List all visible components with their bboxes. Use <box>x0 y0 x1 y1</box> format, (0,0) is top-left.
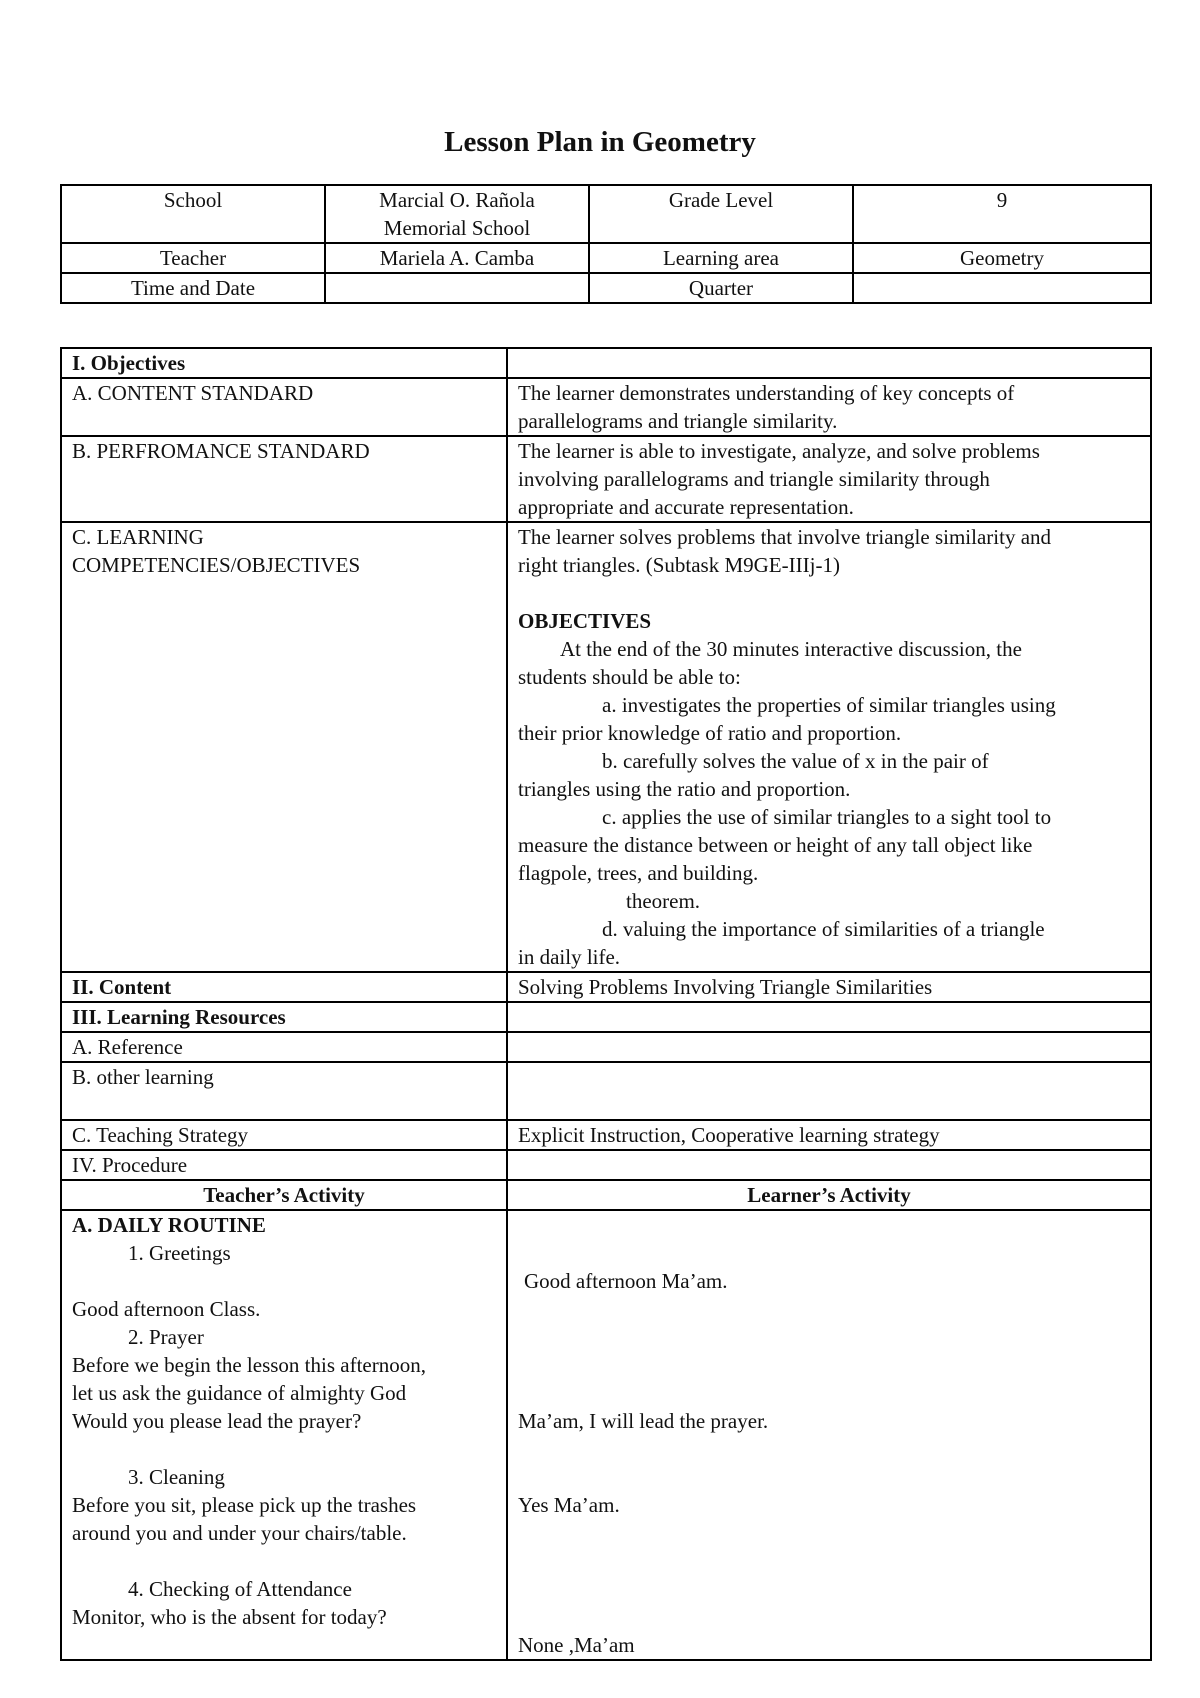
content-standard-line: parallelograms and triangle similarity. <box>518 409 838 433</box>
competency-line: right triangles. (Subtask M9GE-IIIj-1) <box>518 553 840 577</box>
content-value: Solving Problems Involving Triangle Similarities <box>507 972 1151 1002</box>
row-activity-headers <box>61 1180 1151 1210</box>
daily-routine-heading: A. DAILY ROUTINE <box>72 1213 266 1237</box>
area-label: Learning area <box>589 243 853 273</box>
lesson-plan-table <box>60 347 1152 1661</box>
objective-c: flagpole, trees, and building. <box>518 861 759 885</box>
info-row-teacher <box>61 243 1151 273</box>
objective-c: c. applies the use of similar triangles to a sight tool to <box>602 805 1052 829</box>
objective-c: measure the distance between or height of any tall object like <box>518 833 1033 857</box>
strategy-value: Explicit Instruction, Cooperative learning strategy <box>507 1120 1151 1150</box>
content-standard-line: The learner demonstrates understanding of key concepts of <box>518 381 1015 405</box>
other-learning-empty <box>507 1062 1151 1120</box>
performance-standard-line: The learner is able to investigate, analyze, and solve problems <box>518 439 1040 463</box>
competencies-label-line: C. LEARNING <box>72 525 204 549</box>
school-value <box>325 185 589 243</box>
competencies-value <box>507 522 1151 972</box>
school-value-line-2: Memorial School <box>383 216 531 240</box>
row-strategy <box>61 1120 1151 1150</box>
school-value-line-1: Marcial O. Rañola <box>379 188 535 212</box>
competency-line: The learner solves problems that involve triangle similarity and <box>518 525 1052 549</box>
reference-label: A. Reference <box>61 1032 507 1062</box>
cleaning-teacher: around you and under your chairs/table. <box>72 1521 407 1545</box>
school-info-table <box>60 184 1152 304</box>
prayer-teacher: let us ask the guidance of almighty God <box>72 1381 407 1405</box>
learner-activity-cell <box>507 1210 1151 1660</box>
info-row-school <box>61 185 1151 243</box>
row-objectives <box>61 348 1151 378</box>
info-row-time <box>61 273 1151 303</box>
prayer-label: 2. Prayer <box>128 1325 204 1349</box>
page-title: Lesson Plan in Geometry <box>444 126 756 158</box>
row-content-standard <box>61 378 1151 436</box>
resources-label: III. Learning Resources <box>61 1002 507 1032</box>
objective-theorem: theorem. <box>626 889 701 913</box>
row-resources <box>61 1002 1151 1032</box>
other-learning-label: B. other learning <box>61 1062 507 1120</box>
objective-b: triangles using the ratio and proportion. <box>518 777 851 801</box>
time-label: Time and Date <box>61 273 325 303</box>
competencies-label <box>61 522 507 972</box>
row-content <box>61 972 1151 1002</box>
row-competencies <box>61 522 1151 972</box>
objectives-heading: I. Objectives <box>61 348 507 378</box>
objective-b: b. carefully solves the value of x in the pair of <box>602 749 989 773</box>
resources-empty <box>507 1002 1151 1032</box>
procedure-empty <box>507 1150 1151 1180</box>
teacher-activity-header: Teacher’s Activity <box>61 1180 507 1210</box>
quarter-value <box>853 273 1151 303</box>
prayer-teacher: Before we begin the lesson this afternoon, <box>72 1353 426 1377</box>
cleaning-learner: Yes Ma’am. <box>518 1493 620 1517</box>
objectives-subheading: OBJECTIVES <box>518 609 652 633</box>
attendance-label: 4. Checking of Attendance <box>128 1577 352 1601</box>
row-daily-routine <box>61 1210 1151 1660</box>
prayer-learner: Ma’am, I will lead the prayer. <box>518 1409 769 1433</box>
row-performance-standard <box>61 436 1151 522</box>
greet-teacher: Good afternoon Class. <box>72 1297 261 1321</box>
objective-a: a. investigates the properties of similar triangles using <box>602 693 1056 717</box>
cleaning-teacher: Before you sit, please pick up the trashes <box>72 1493 417 1517</box>
greetings-label: 1. Greetings <box>128 1241 231 1265</box>
learner-activity-header: Learner’s Activity <box>507 1180 1151 1210</box>
teacher-activity-cell <box>61 1210 507 1660</box>
objective-a: their prior knowledge of ratio and proportion. <box>518 721 902 745</box>
time-value <box>325 273 589 303</box>
attendance-learner: None ,Ma’am <box>518 1633 635 1657</box>
content-standard-label: A. CONTENT STANDARD <box>61 378 507 436</box>
objective-d: d. valuing the importance of similarities of a triangle <box>602 917 1045 941</box>
row-reference <box>61 1032 1151 1062</box>
objective-intro: students should be able to: <box>518 665 741 689</box>
objectives-empty <box>507 348 1151 378</box>
reference-empty <box>507 1032 1151 1062</box>
prayer-teacher: Would you please lead the prayer? <box>72 1409 362 1433</box>
cleaning-label: 3. Cleaning <box>128 1465 225 1489</box>
objective-d: in daily life. <box>518 945 621 969</box>
performance-standard-line: appropriate and accurate representation. <box>518 495 854 519</box>
area-value: Geometry <box>853 243 1151 273</box>
quarter-label: Quarter <box>589 273 853 303</box>
row-procedure <box>61 1150 1151 1180</box>
strategy-label: C. Teaching Strategy <box>61 1120 507 1150</box>
performance-standard-line: involving parallelograms and triangle similarity through <box>518 467 990 491</box>
performance-standard-label: B. PERFROMANCE STANDARD <box>61 436 507 522</box>
attendance-teacher: Monitor, who is the absent for today? <box>72 1605 387 1629</box>
objective-intro: At the end of the 30 minutes interactive discussion, the <box>560 637 1022 661</box>
teacher-value: Mariela A. Camba <box>325 243 589 273</box>
competencies-label-line: COMPETENCIES/OBJECTIVES <box>72 553 361 577</box>
school-label: School <box>61 185 325 243</box>
content-label: II. Content <box>61 972 507 1002</box>
content-standard-value <box>507 378 1151 436</box>
row-other-learning <box>61 1062 1151 1120</box>
grade-label: Grade Level <box>589 185 853 243</box>
grade-value: 9 <box>853 185 1151 243</box>
performance-standard-value <box>507 436 1151 522</box>
greet-learner: Good afternoon Ma’am. <box>524 1269 728 1293</box>
procedure-label: IV. Procedure <box>61 1150 507 1180</box>
teacher-label: Teacher <box>61 243 325 273</box>
